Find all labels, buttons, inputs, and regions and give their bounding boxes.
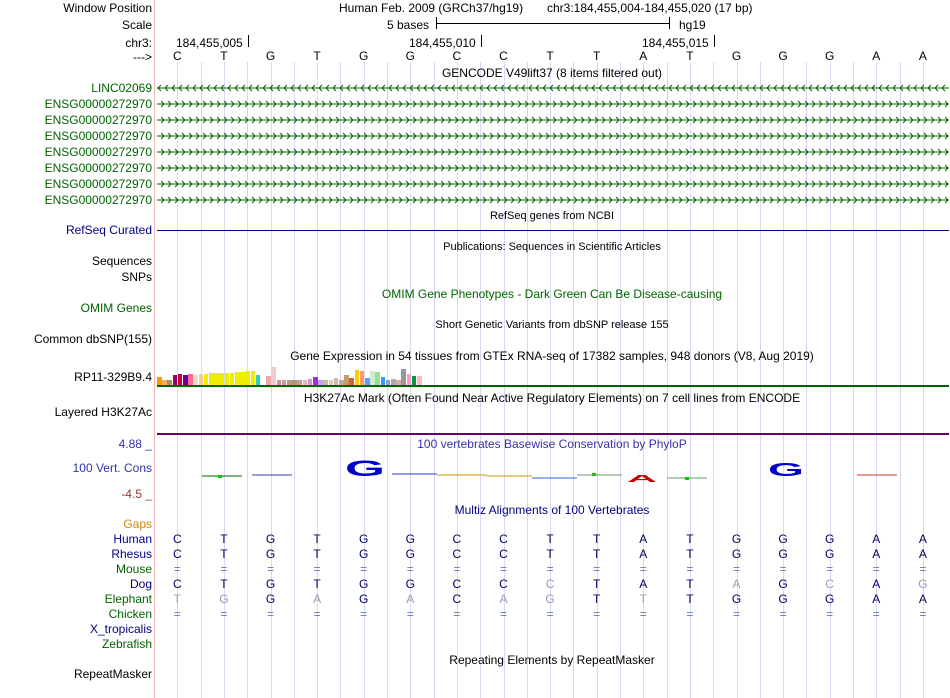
h3k27ac-track-title[interactable]: H3K27Ac Mark (Often Found Near Active Regulatory Elements) on 7 cell lines from ENCODE <box>303 391 801 405</box>
multiz-base: T <box>220 532 228 546</box>
strand-label: ---> <box>133 50 152 64</box>
multiz-base: = <box>826 607 834 621</box>
multiz-base: G <box>265 592 276 606</box>
multiz-base: C <box>172 577 182 591</box>
multiz-base: = <box>406 562 414 576</box>
sequence-base: G <box>359 49 369 63</box>
multiz-base: T <box>546 547 554 561</box>
sequence-base: G <box>731 49 742 63</box>
multiz-base: G <box>359 577 369 591</box>
multiz-base: = <box>732 562 740 576</box>
multiz-base: T <box>593 532 601 546</box>
gtex-tissue-bar[interactable] <box>256 375 261 385</box>
multiz-base: T <box>593 577 601 591</box>
publications-label-sequences[interactable]: Sequences <box>91 254 152 268</box>
multiz-base: G <box>405 532 415 546</box>
multiz-base: C <box>545 577 555 591</box>
scale-label: Scale <box>121 18 152 32</box>
multiz-base: G <box>265 547 276 561</box>
multiz-species-label[interactable]: Rhesus <box>111 547 152 561</box>
multiz-base: = <box>686 562 694 576</box>
gtex-tissue-bar[interactable] <box>193 375 198 385</box>
gtex-tissue-bar[interactable] <box>365 378 370 385</box>
gtex-tissue-bar[interactable] <box>313 377 318 385</box>
multiz-base: = <box>732 607 740 621</box>
multiz-base: = <box>313 562 321 576</box>
repeatmasker-track-title[interactable]: Repeating Elements by RepeatMasker <box>449 653 655 667</box>
conservation-logo-A: A <box>627 474 657 485</box>
gtex-tissue-bar[interactable] <box>266 376 271 385</box>
multiz-base: G <box>265 577 276 591</box>
publications-track-title[interactable]: Publications: Sequences in Scientific Articles <box>443 241 661 253</box>
multiz-base: G <box>778 577 788 591</box>
gtex-baseline <box>157 385 949 387</box>
sequence-base: T <box>220 49 228 63</box>
sequence-base: T <box>313 49 321 63</box>
multiz-base: = <box>220 562 228 576</box>
multiz-base: T <box>639 592 647 606</box>
multiz-base: = <box>872 607 880 621</box>
multiz-base: A <box>639 577 648 591</box>
gencode-transcript[interactable] <box>157 114 949 126</box>
gencode-transcript[interactable] <box>157 162 949 174</box>
multiz-base: G <box>545 592 555 606</box>
conservation-logo-G2: G <box>768 460 804 480</box>
conservation-max-label: 4.88 _ <box>118 437 152 451</box>
multiz-base: G <box>731 547 742 561</box>
multiz-base: A <box>499 592 508 606</box>
gencode-transcript[interactable] <box>157 194 949 206</box>
scale-bar-right-tick <box>669 17 670 29</box>
sequence-base: A <box>639 49 648 63</box>
scale-assembly: hg19 <box>679 18 706 32</box>
gtex-tissue-bar[interactable] <box>417 376 422 385</box>
gencode-item-label[interactable]: ENSG00000272970 <box>44 97 152 111</box>
multiz-base: C <box>499 577 508 591</box>
multiz-base: = <box>593 607 601 621</box>
multiz-base: = <box>173 607 181 621</box>
multiz-species-label[interactable]: Elephant <box>104 592 152 606</box>
gencode-transcript[interactable] <box>157 82 949 94</box>
gtex-tissue-bar[interactable] <box>188 374 193 385</box>
multiz-base: G <box>731 532 742 546</box>
sequence-base: C <box>172 49 182 63</box>
gtex-tissue-bar[interactable] <box>401 369 406 385</box>
multiz-base: = <box>919 562 927 576</box>
gtex-tissue-bar[interactable] <box>407 374 412 385</box>
multiz-base: C <box>452 592 462 606</box>
multiz-base: = <box>453 607 461 621</box>
multiz-base: T <box>313 532 321 546</box>
multiz-base: = <box>406 607 414 621</box>
multiz-base: = <box>266 562 274 576</box>
multiz-base: A <box>872 577 881 591</box>
multiz-base: A <box>313 592 322 606</box>
multiz-base: G <box>778 592 788 606</box>
chrom-label: chr3: <box>125 36 152 50</box>
dbsnp-track-title[interactable]: Short Genetic Variants from dbSNP release 155 <box>435 319 669 331</box>
multiz-base: G <box>405 577 415 591</box>
gtex-tissue-bar[interactable] <box>157 377 162 385</box>
multiz-gaps-label: Gaps <box>123 517 152 531</box>
gencode-item-label[interactable]: ENSG00000272970 <box>44 161 152 175</box>
sequence-base: C <box>452 49 462 63</box>
multiz-species-label[interactable]: X_tropicalis <box>89 622 152 636</box>
gtex-tissue-bar[interactable] <box>355 370 360 385</box>
multiz-base: = <box>499 607 507 621</box>
multiz-species-label[interactable]: Mouse <box>115 562 152 576</box>
multiz-base: = <box>313 607 321 621</box>
multiz-base: C <box>452 547 462 561</box>
multiz-base: T <box>220 577 228 591</box>
multiz-base: = <box>360 562 368 576</box>
h3k27ac-baseline <box>157 433 949 435</box>
gtex-tissue-bar[interactable] <box>251 371 256 385</box>
multiz-base: G <box>219 592 229 606</box>
multiz-base: T <box>173 592 181 606</box>
multiz-base: C <box>825 577 835 591</box>
multiz-base: T <box>593 547 601 561</box>
multiz-base: = <box>639 607 647 621</box>
multiz-base: A <box>872 547 881 561</box>
gencode-transcript[interactable] <box>157 98 949 110</box>
gencode-transcript[interactable] <box>157 178 949 190</box>
conservation-label[interactable]: 100 Vert. Cons <box>72 461 152 475</box>
multiz-base: T <box>220 547 228 561</box>
multiz-base: G <box>405 547 415 561</box>
dbsnp-label[interactable]: Common dbSNP(155) <box>33 332 152 346</box>
multiz-base: T <box>546 532 554 546</box>
h3k27ac-label[interactable]: Layered H3K27Ac <box>54 405 152 419</box>
multiz-base: A <box>918 547 927 561</box>
omim-track-title[interactable]: OMIM Gene Phenotypes - Dark Green Can Be Disease-causing <box>381 287 723 301</box>
multiz-base: T <box>686 532 694 546</box>
gtex-tissue-bar[interactable] <box>214 373 219 385</box>
multiz-base: = <box>499 562 507 576</box>
multiz-base: A <box>918 532 927 546</box>
multiz-base: A <box>732 577 741 591</box>
repeatmasker-label[interactable]: RepeatMasker <box>73 667 152 681</box>
refseq-label[interactable]: RefSeq Curated <box>65 223 152 237</box>
multiz-base: G <box>265 532 276 546</box>
sequence-base: G <box>405 49 415 63</box>
sequence-base: T <box>686 49 694 63</box>
multiz-base: = <box>872 562 880 576</box>
gtex-tissue-bar[interactable] <box>230 373 235 385</box>
gencode-track-title[interactable]: GENCODE V49lift37 (8 items filtered out) <box>441 66 663 80</box>
coordinate-label-2: 184,455,010 <box>409 36 476 50</box>
gtex-tissue-bar[interactable] <box>219 373 224 385</box>
coordinate-label-3: 184,455,015 <box>642 36 709 50</box>
multiz-base: = <box>639 562 647 576</box>
gtex-tissue-bar[interactable] <box>360 371 365 385</box>
gencode-transcript[interactable] <box>157 130 949 142</box>
multiz-base: G <box>359 532 369 546</box>
gtex-tissue-bar[interactable] <box>240 372 245 385</box>
conservation-logo[interactable] <box>157 455 949 485</box>
gtex-tissue-bar[interactable] <box>235 372 240 385</box>
multiz-species-label[interactable]: Chicken <box>108 607 152 621</box>
coordinate-tick-2 <box>481 35 482 47</box>
multiz-base: T <box>686 577 694 591</box>
sequence-base: C <box>499 49 508 63</box>
sequence-base: G <box>265 49 276 63</box>
coordinate-label-1: 184,455,005 <box>176 36 243 50</box>
multiz-species-label[interactable]: Dog <box>129 577 152 591</box>
multiz-base: G <box>778 547 788 561</box>
multiz-base: A <box>639 532 648 546</box>
multiz-base: A <box>918 592 927 606</box>
multiz-base: = <box>220 607 228 621</box>
gtex-tissue-bar[interactable] <box>344 375 349 385</box>
gencode-transcript[interactable] <box>157 146 949 158</box>
multiz-species-label[interactable]: Human <box>113 532 152 546</box>
multiz-base: = <box>173 562 181 576</box>
omim-label[interactable]: OMIM Genes <box>80 301 152 315</box>
multiz-species-label[interactable]: Zebrafish <box>101 637 152 651</box>
multiz-base: T <box>313 577 321 591</box>
gtex-tissue-bar[interactable] <box>334 378 339 385</box>
gencode-item-label[interactable]: ENSG00000272970 <box>44 177 152 191</box>
assembly-name: Human Feb. 2009 (GRCh37/hg19) <box>339 1 524 15</box>
gtex-tissue-bar[interactable] <box>199 374 204 385</box>
refseq-gene-line[interactable] <box>157 230 949 231</box>
gtex-tissue-bar[interactable] <box>370 371 375 385</box>
multiz-base: G <box>825 532 835 546</box>
multiz-base: T <box>593 592 601 606</box>
gencode-item-label[interactable]: ENSG00000272970 <box>44 129 152 143</box>
conservation-logo-G1: G <box>345 456 385 481</box>
gtex-tissue-bar[interactable] <box>245 371 250 385</box>
window-position-value[interactable]: chr3:184,455,004-184,455,020 (17 bp) <box>547 1 753 15</box>
sequence-base: G <box>825 49 835 63</box>
gtex-tissue-bar[interactable] <box>349 378 354 385</box>
multiz-base: = <box>779 607 787 621</box>
gencode-item-label[interactable]: ENSG00000272970 <box>44 113 152 127</box>
multiz-base: = <box>546 562 554 576</box>
multiz-base: = <box>546 607 554 621</box>
multiz-base: T <box>686 592 694 606</box>
refseq-track-title[interactable]: RefSeq genes from NCBI <box>489 210 615 222</box>
multiz-track-title[interactable]: Multiz Alignments of 100 Vertebrates <box>454 503 650 517</box>
multiz-base: C <box>452 532 462 546</box>
multiz-base: G <box>359 592 369 606</box>
gtex-tissue-bar[interactable] <box>209 373 214 385</box>
sequence-base: A <box>918 49 927 63</box>
coordinate-tick-1 <box>248 35 249 47</box>
gtex-tissue-bar[interactable] <box>225 373 230 385</box>
multiz-base: = <box>360 607 368 621</box>
sequence-base: G <box>778 49 788 63</box>
sequence-base: A <box>872 49 881 63</box>
multiz-base: C <box>499 547 508 561</box>
multiz-base: C <box>172 547 182 561</box>
multiz-base: G <box>918 577 928 591</box>
gencode-item-label[interactable]: LINC02069 <box>91 81 152 95</box>
multiz-base: C <box>499 532 508 546</box>
conservation-track-title[interactable]: 100 vertebrates Basewise Conservation by PhyloP <box>417 437 687 451</box>
coordinate-tick-3 <box>714 35 715 47</box>
gtex-tissue-bar[interactable] <box>375 372 380 385</box>
label-column-separator <box>154 0 155 698</box>
sequence-base: T <box>546 49 554 63</box>
conservation-mark-10 <box>685 477 689 480</box>
gtex-tissue-bar[interactable] <box>204 374 209 385</box>
scale-text: 5 bases <box>387 18 430 32</box>
multiz-base: T <box>686 547 694 561</box>
scale-bar <box>436 23 670 24</box>
multiz-base: G <box>731 592 742 606</box>
multiz-base: A <box>406 592 415 606</box>
multiz-base: = <box>826 562 834 576</box>
multiz-base: G <box>825 592 835 606</box>
conservation-mark-1b <box>218 475 222 478</box>
multiz-base: C <box>172 532 182 546</box>
multiz-base: = <box>686 607 694 621</box>
publications-label-snps[interactable]: SNPs <box>121 270 152 284</box>
window-position-label: Window Position <box>63 1 152 15</box>
multiz-base: C <box>452 577 462 591</box>
conservation-min-label: -4.5 _ <box>121 487 152 501</box>
gtex-tissue-bar[interactable] <box>183 375 188 385</box>
gtex-tissue-bar[interactable] <box>381 377 386 385</box>
gencode-item-label[interactable]: ENSG00000272970 <box>44 145 152 159</box>
multiz-base: G <box>825 547 835 561</box>
gtex-label[interactable]: RP11-329B9.4 <box>74 370 152 384</box>
gtex-tissue-bar[interactable] <box>178 374 183 385</box>
multiz-base: = <box>919 607 927 621</box>
gencode-item-label[interactable]: ENSG00000272970 <box>44 193 152 207</box>
gtex-tissue-bar[interactable] <box>271 367 276 385</box>
multiz-base: A <box>872 592 881 606</box>
gtex-track-title[interactable]: Gene Expression in 54 tissues from GTEx RNA-seq of 17382 samples, 948 donors (V8, Aug 2019) <box>290 349 814 363</box>
multiz-base: A <box>639 547 648 561</box>
multiz-base: A <box>872 532 881 546</box>
multiz-base: G <box>359 547 369 561</box>
multiz-base: T <box>313 547 321 561</box>
sequence-base: T <box>593 49 601 63</box>
multiz-base: = <box>266 607 274 621</box>
multiz-base: = <box>453 562 461 576</box>
multiz-base: = <box>593 562 601 576</box>
gtex-tissue-bar[interactable] <box>412 376 417 385</box>
multiz-base: G <box>778 532 788 546</box>
gtex-tissue-bar[interactable] <box>173 375 178 385</box>
multiz-base: = <box>779 562 787 576</box>
